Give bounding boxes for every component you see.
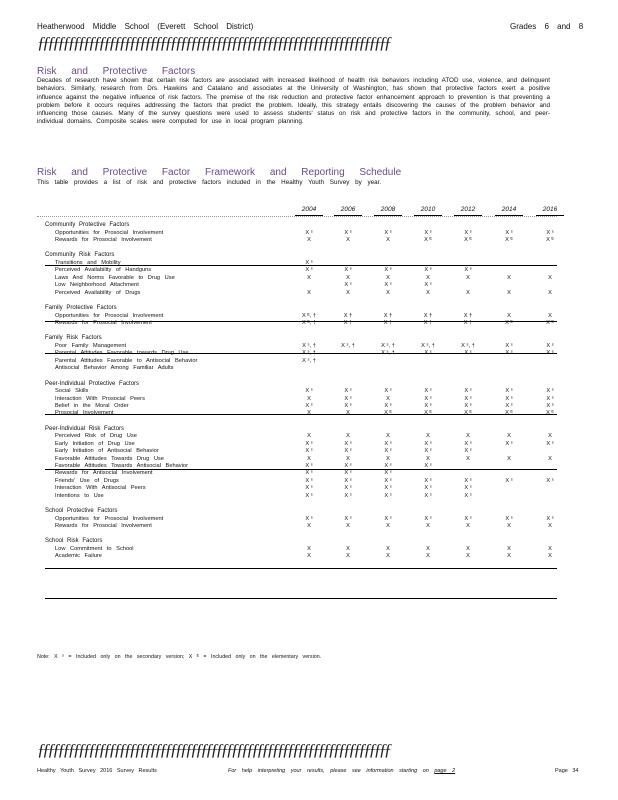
row-label: Rewards for Prosocial Involvement (55, 237, 152, 243)
table-cell: X ˢ (464, 485, 472, 492)
table-cell: X ˢ, † (302, 357, 316, 364)
row-label: Poor Family Management (55, 343, 127, 349)
row-label: Rewards for Prosocial Involvement (55, 320, 152, 326)
table-cell: X ˢ, † (341, 343, 355, 349)
table-cell: X ˢ (464, 350, 472, 357)
table-cell: X (386, 433, 390, 440)
table-cell: X (507, 289, 511, 296)
table-cell: X ᴱ (546, 410, 554, 417)
table-cell: X ˢ (505, 229, 513, 236)
table-cell: X ᴱ (424, 237, 432, 243)
group-label: School Protective Factors (45, 508, 118, 514)
table-cell: X ˢ (384, 440, 392, 447)
table-cell: X (466, 523, 470, 529)
table-cell: X (307, 274, 311, 281)
row-label: Perceived Availability of Handguns (55, 267, 152, 274)
table-cell: X (548, 523, 552, 529)
table-cell: X ᴱ (505, 410, 513, 417)
group-divider (45, 568, 557, 569)
table-cell: X (507, 274, 511, 281)
table-cell: X ᴱ (546, 237, 554, 243)
table-cell: X † (463, 320, 473, 326)
row-label: Low Neighborhood Attachment (55, 282, 139, 289)
table-cell: X (548, 433, 552, 440)
table-cell: X ˢ (546, 515, 554, 522)
row-label: Early Initiation of Antisocial Behavior (55, 448, 159, 455)
year-header: 2010 (420, 206, 436, 213)
year-header: 2006 (340, 206, 356, 213)
table-cell: X (548, 546, 552, 552)
framework-title: Risk and Protective Factor Framework and Reporting Schedule (37, 167, 402, 178)
table-cell: X (307, 289, 311, 296)
table-cell: X (346, 523, 350, 529)
row-label: Perceived Availability of Drugs (55, 289, 141, 296)
table-cell: X ˢ (546, 440, 554, 447)
table-cell: X ˢ (344, 492, 352, 499)
table-cell: X ˢ (384, 388, 392, 395)
table-cell: X (346, 455, 350, 462)
table-cell: X (426, 553, 430, 560)
table-cell: X (346, 289, 350, 296)
group-label: Family Protective Factors (45, 305, 117, 311)
table-cell: X ˢ (344, 470, 352, 477)
group-label: Family Risk Factors (45, 335, 102, 342)
row-label: Opportunities for Prosocial Involvement (55, 312, 164, 319)
table-cell: X (307, 523, 311, 529)
table-cell: X ˢ (546, 229, 554, 236)
table-cell: X ˢ (505, 515, 513, 522)
group-divider (45, 598, 557, 599)
row-label: Opportunities for Prosocial Involvement (55, 229, 164, 236)
footer-decoration: ƒƒƒƒƒƒƒƒƒƒƒƒƒƒƒƒƒƒƒƒƒƒƒƒƒƒƒƒƒƒƒƒƒƒƒƒƒƒƒƒƒƒƒƒƒƒƒƒƒƒƒƒƒƒƒƒƒƒƒƒƒƒƒƒƒƒƒƒƒ (37, 740, 389, 759)
table-cell: X (548, 553, 552, 560)
table-cell: X ˢ (464, 515, 472, 522)
row-label: Favorable Attitudes Towards Antisocial Behavior (55, 463, 188, 469)
table-cell: X † (383, 320, 393, 326)
table-cell: X (426, 546, 430, 552)
table-cell: X (386, 237, 390, 243)
table-cell: X ˢ (424, 267, 432, 274)
table-cell: X (548, 274, 552, 281)
row-label: Parental Attitudes Favorable to Antisocial Behavior (55, 357, 198, 364)
table-cell: X (346, 433, 350, 440)
table-cell: X ˢ (384, 470, 392, 477)
table-cell: X ˢ (464, 492, 472, 499)
year-header: 2008 (380, 206, 396, 213)
row-label: Antisocial Behavior Among Familiar Adults (55, 365, 174, 372)
table-cell: X ˢ (464, 477, 472, 484)
row-label: Intentions to Use (55, 492, 104, 499)
group-label: Community Risk Factors (45, 252, 115, 259)
table-cell: X ˢ (424, 448, 432, 455)
table-cell: X ˢ (546, 350, 554, 357)
intro-paragraph: Decades of research have shown that certain risk factors are associated with increased likelihood of health risk behaviors including ATOD use, violence, and delinquent behaviors. Similarly, research from Drs. Hawkins and Catalano and associates at the University of Washington, has shown that protective factors exert a positive influence against the negative influence of risk factors. The premise of the risk reduction and protective factor enhancement approach to prevention is that preventing a problem before it occurs requires addressing the factors that predict the problem. Ideally, this strategy entails discovering the causes of the problem behavior and influencing those causes. Many of the survey questions were used to assess students' status on risk and protective factors in the community, school, and peer-individual domains. Composite scales were computed for use in local program planning. (37, 77, 550, 126)
table-cell: X ˢ (384, 267, 392, 274)
table-cell: X (426, 523, 430, 529)
table-cell: X ˢ (344, 282, 352, 289)
school-name: Heatherwood Middle School (Everett School District) (37, 22, 254, 31)
row-label: Interaction With Antisocial Peers (55, 485, 146, 492)
table-cell: X (386, 395, 390, 402)
year-header: 2016 (542, 206, 558, 213)
table-cell: X (307, 237, 311, 243)
table-cell: X ˢ (305, 440, 313, 447)
table-cell: X ˢ (305, 470, 313, 477)
table-cell: X ˢ (505, 350, 513, 357)
table-cell: X ˢ (305, 260, 313, 266)
table-cell: X ˢ (546, 388, 554, 395)
table-cell: X (307, 455, 311, 462)
table-cell: X ˢ (464, 267, 472, 274)
table-cell: X ˢ (344, 229, 352, 236)
table-cell: X ˢ (505, 403, 513, 409)
table-cell: X (507, 523, 511, 529)
table-note: Note: X ˢ = Included only on the secondary version; X ᴱ = Included only on the elementary version. (37, 654, 322, 660)
table-cell: X ˢ, † (381, 350, 395, 357)
table-cell: X ˢ (305, 388, 313, 395)
header-decoration: ƒƒƒƒƒƒƒƒƒƒƒƒƒƒƒƒƒƒƒƒƒƒƒƒƒƒƒƒƒƒƒƒƒƒƒƒƒƒƒƒƒƒƒƒƒƒƒƒƒƒƒƒƒƒƒƒƒƒƒƒƒƒƒƒƒƒƒƒƒ (37, 33, 389, 52)
group-label: School Risk Factors (45, 538, 103, 545)
table-cell: X ˢ (424, 463, 432, 469)
footer-page-link[interactable]: page 2 (434, 768, 456, 774)
table-cell: X ˢ (384, 463, 392, 469)
table-cell: X ˢ (344, 463, 352, 469)
table-cell: X (346, 410, 350, 417)
table-cell: X ˢ (464, 388, 472, 395)
table-cell: X ˢ (305, 267, 313, 274)
table-cell: X ˢ (424, 395, 432, 402)
table-cell: X (386, 546, 390, 552)
table-cell: X ˢ (464, 403, 472, 409)
table-cell: X ˢ (384, 515, 392, 522)
intro-title: Risk and Protective Factors (37, 66, 196, 77)
table-cell: X ˢ (424, 515, 432, 522)
table-cell: X ˢ (464, 395, 472, 402)
row-label: Opportunities for Prosocial Involvement (55, 515, 164, 522)
row-label: Laws And Norms Favorable to Drug Use (55, 274, 175, 281)
table-cell: X ˢ (546, 343, 554, 349)
table-cell: X ˢ (505, 343, 513, 349)
table-cell: X ˢ (305, 229, 313, 236)
table-cell: X ᴱ (384, 410, 392, 417)
table-cell: X ˢ (424, 350, 432, 357)
table-cell: X ˢ (305, 477, 313, 484)
table-cell: X ˢ (305, 403, 313, 409)
table-cell: X (548, 312, 552, 319)
year-header: 2014 (501, 206, 517, 213)
row-label: Transitions and Mobility (55, 260, 121, 266)
table-cell: X (307, 410, 311, 417)
table-cell: X ˢ (424, 388, 432, 395)
table-cell: X ˢ (424, 403, 432, 409)
row-label: Interaction With Prosocial Peers (55, 395, 145, 402)
year-header: 2004 (301, 206, 317, 213)
table-cell: X (466, 546, 470, 552)
table-cell: X ˢ (384, 485, 392, 492)
row-label: Perceived Risk of Drug Use (55, 433, 137, 440)
framework-subtitle: This table provides a list of risk and protective factors included in the Healthy Youth Survey by year. (37, 179, 382, 186)
table-cell: X ˢ (384, 403, 392, 409)
table-cell: X ˢ, † (302, 350, 316, 357)
table-cell: X (548, 289, 552, 296)
table-cell: X (466, 289, 470, 296)
table-cell: X ˢ (344, 388, 352, 395)
group-label: Community Protective Factors (45, 222, 130, 228)
table-cell: X ˢ (424, 477, 432, 484)
row-label: Low Commitment to School (55, 546, 134, 552)
table-cell: X ˢ (344, 267, 352, 274)
table-cell: X ˢ (344, 515, 352, 522)
table-cell: X ᴱ (505, 237, 513, 243)
table-cell: X (386, 553, 390, 560)
group-divider (45, 321, 557, 322)
table-cell: X ˢ (305, 448, 313, 455)
table-cell: X ˢ (384, 448, 392, 455)
table-cell: X † (423, 312, 433, 319)
table-cell: X (386, 455, 390, 462)
table-cell: X (426, 274, 430, 281)
row-label: Parental Attitudes Favorable towards Drug Use (55, 350, 189, 357)
table-cell: X ˢ (505, 395, 513, 402)
footer-center (228, 768, 455, 774)
row-label: Early Initiation of Drug Use (55, 440, 135, 447)
table-cell: X ˢ (344, 403, 352, 409)
table-cell: X ˢ (424, 492, 432, 499)
table-cell: X ˢ (384, 229, 392, 236)
table-cell: X ˢ, † (461, 343, 475, 349)
table-cell: X (386, 289, 390, 296)
table-cell: X ᴱ (424, 410, 432, 417)
table-cell: X ˢ (305, 492, 313, 499)
table-cell: X ˢ (344, 448, 352, 455)
table-cell: X (307, 433, 311, 440)
footer-left: Healthy Youth Survey 2016 Survey Results (37, 768, 157, 774)
table-cell: X ᴱ, † (301, 320, 317, 326)
group-label: Peer-Individual Risk Factors (45, 425, 125, 432)
table-cell: X ˢ (464, 440, 472, 447)
row-label: Friends' Use of Drugs (55, 477, 119, 484)
table-cell: X ˢ (305, 515, 313, 522)
table-cell: X (426, 289, 430, 296)
table-cell: X (466, 455, 470, 462)
table-cell: X ˢ (424, 440, 432, 447)
table-cell: X ˢ (305, 485, 313, 492)
table-cell: X ᴱ (464, 237, 472, 243)
footer-page-number: Page 34 (555, 768, 579, 774)
table-cell: X ᴱ, † (301, 312, 317, 319)
table-cell: X (346, 237, 350, 243)
group-divider (45, 265, 557, 266)
table-cell: X ˢ (344, 440, 352, 447)
table-cell: X ˢ (424, 229, 432, 236)
row-label: Favorable Attitudes Towards Drug Use (55, 455, 164, 462)
table-cell: X (507, 546, 511, 552)
table-cell: X † (343, 320, 353, 326)
row-label: Rewards for Antisocial Involvement (55, 470, 153, 477)
table-cell: X (507, 433, 511, 440)
table-cell: X (466, 433, 470, 440)
table-cell: X † (463, 312, 473, 319)
table-top-rule (37, 216, 557, 217)
table-cell: X † (383, 312, 393, 319)
row-label: Academic Failure (55, 553, 102, 560)
table-cell: X ˢ (546, 403, 554, 409)
table-cell: X (346, 546, 350, 552)
table-cell: X ˢ (384, 282, 392, 289)
table-cell: X ˢ (464, 448, 472, 455)
table-cell: X (386, 274, 390, 281)
table-cell: X (307, 395, 311, 402)
table-cell: X (507, 455, 511, 462)
table-cell: X ˢ (344, 395, 352, 402)
table-cell: X ˢ (344, 485, 352, 492)
row-label: Prosocial Involvement (55, 410, 114, 417)
table-cell: X ˢ (424, 282, 432, 289)
table-cell: X † (343, 312, 353, 319)
table-cell: X ᴱ (464, 410, 472, 417)
group-divider (45, 414, 557, 415)
table-cell: X (307, 553, 311, 560)
group-divider (45, 469, 557, 470)
table-cell: X (426, 455, 430, 462)
table-cell: X ˢ, † (381, 343, 395, 349)
footer-help-text: For help interpreting your results, please see information starting on (228, 768, 429, 774)
table-cell: X ˢ, † (302, 343, 316, 349)
table-cell: X ˢ (546, 395, 554, 402)
table-cell: X (386, 523, 390, 529)
row-label: Belief in the Moral Order (55, 403, 129, 409)
table-cell: X (346, 274, 350, 281)
group-divider (45, 353, 557, 354)
year-header: 2012 (460, 206, 476, 213)
table-cell: X ˢ (305, 463, 313, 469)
table-cell: X ˢ (384, 492, 392, 499)
table-cell: X (466, 274, 470, 281)
table-cell: X ˢ (546, 477, 554, 484)
table-cell: X (426, 433, 430, 440)
table-cell: X ᴱ (505, 320, 513, 326)
table-cell: X (548, 455, 552, 462)
table-cell: X ᴱ (546, 320, 554, 326)
table-cell: X ˢ (384, 477, 392, 484)
table-cell: X (307, 546, 311, 552)
table-cell: X ˢ (344, 477, 352, 484)
table-cell: X ˢ (505, 477, 513, 484)
table-cell: X ˢ (424, 485, 432, 492)
table-cell: X (507, 553, 511, 560)
table-cell: X (466, 553, 470, 560)
row-label: Rewards for Prosocial Involvement (55, 523, 152, 529)
table-cell: X ˢ (505, 440, 513, 447)
table-cell: X (346, 553, 350, 560)
group-label: Peer-Individual Protective Factors (45, 380, 140, 387)
row-label: Social Skills (55, 388, 89, 395)
table-cell: X ˢ, † (421, 343, 435, 349)
table-cell: X † (423, 320, 433, 326)
table-cell: X (507, 312, 511, 319)
table-cell: X ˢ (505, 388, 513, 395)
table-cell: X ˢ (464, 229, 472, 236)
grades-label: Grades 6 and 8 (510, 22, 584, 31)
